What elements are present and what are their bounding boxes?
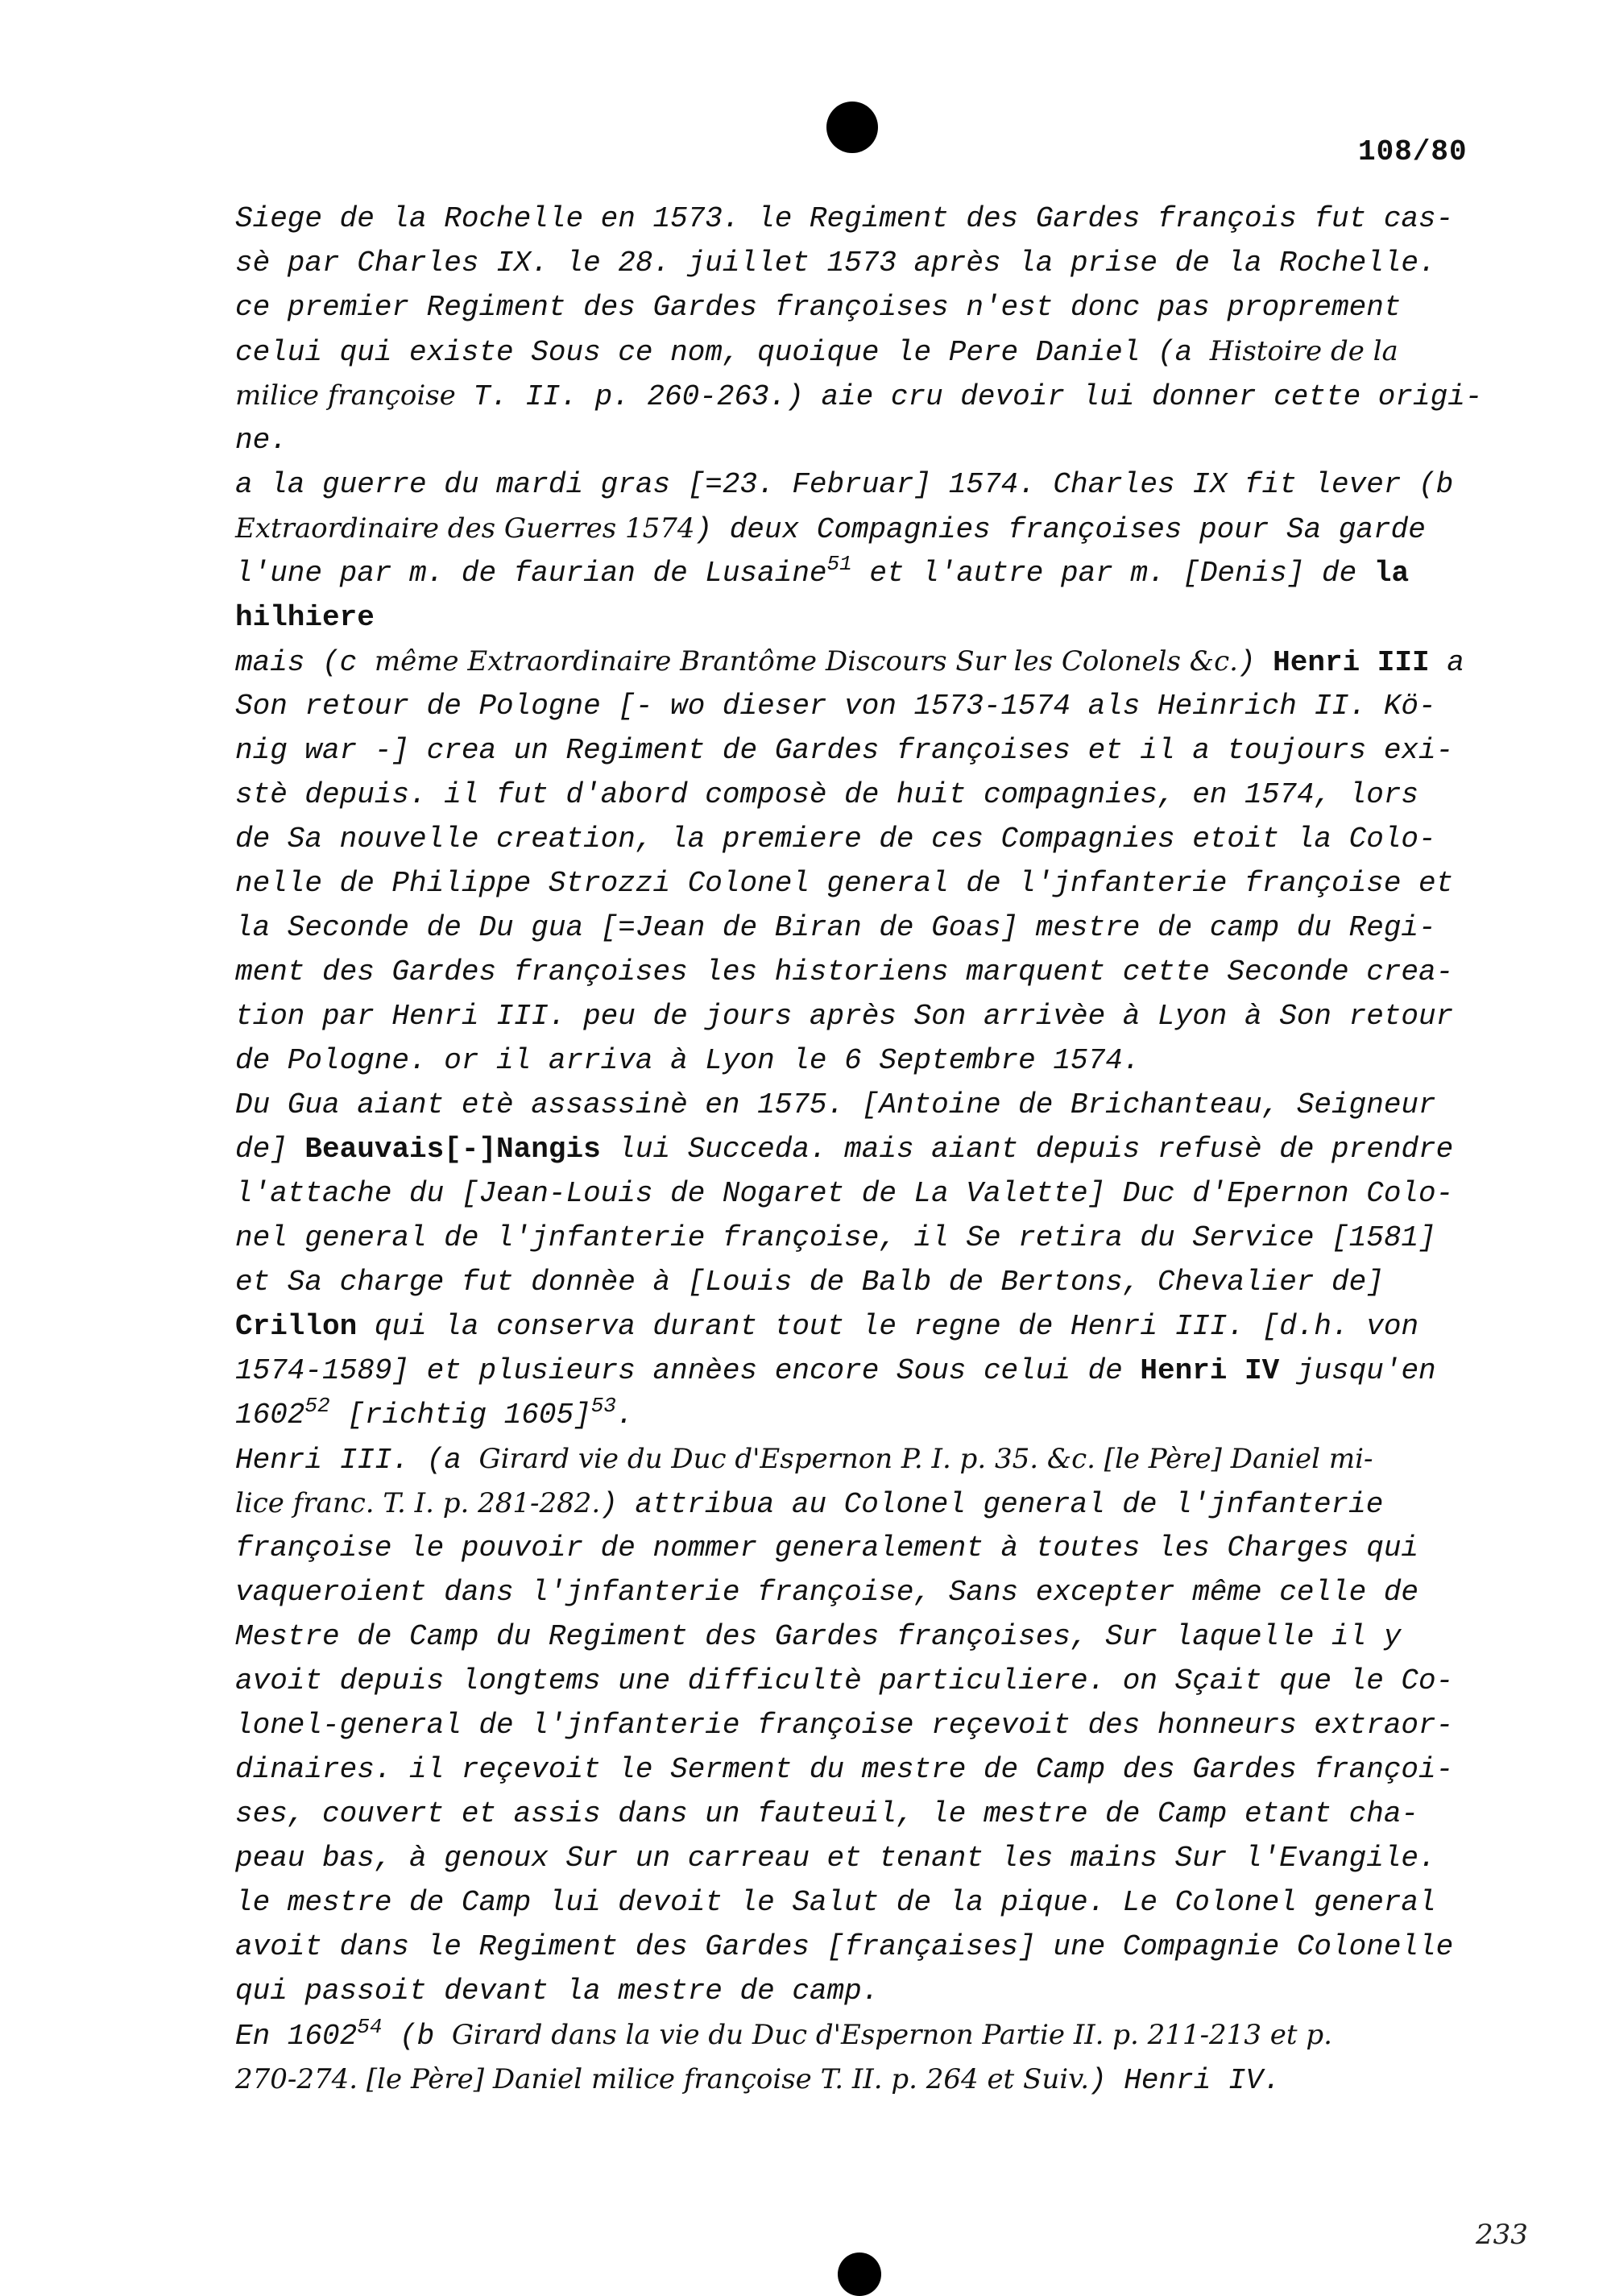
text-line bbox=[235, 595, 1476, 640]
text-run: nel general de l'jnfanterie françoise, il Se retira du Service [1581] bbox=[235, 1221, 1436, 1254]
text-run: ment des Gardes françoises les historiens marquent cette Seconde crea- bbox=[235, 955, 1454, 988]
text-run: stè depuis. il fut d'abord composè de huit compagnies, en 1574, lors bbox=[235, 778, 1419, 811]
text-run: lui Succeda. mais aiant depuis refusè de prendre bbox=[600, 1133, 1454, 1166]
text-line bbox=[235, 2013, 1476, 2058]
text-run: mais (c bbox=[235, 646, 375, 679]
text-run: nig war -] crea un Regiment de Gardes françoises et il a toujours exi- bbox=[235, 734, 1454, 767]
text-run: ) bbox=[1237, 646, 1273, 679]
text-line bbox=[235, 329, 1476, 374]
text-line bbox=[235, 1482, 1476, 1526]
text-line bbox=[235, 462, 1476, 507]
bold-name: Henri III bbox=[1273, 646, 1430, 679]
handwritten-citation: Girard dans la vie du Duc d'Espernon Partie II. p. 211-213 et p. bbox=[451, 2019, 1332, 2051]
text-line bbox=[235, 1836, 1476, 1880]
text-run: ) deux Compagnies françoises pour Sa garde bbox=[694, 513, 1426, 546]
text-run: ) attribua au Colonel general de l'jnfanterie bbox=[600, 1488, 1384, 1521]
text-line bbox=[235, 285, 1476, 329]
text-run: qui passoit devant la mestre de camp. bbox=[235, 1975, 880, 2008]
handwritten-citation: 270-274. [le Père] Daniel milice françoise T. II. p. 264 et Suiv. bbox=[235, 2063, 1090, 2095]
transcript-body bbox=[235, 197, 1483, 2102]
text-run: celui qui existe Sous ce nom, quoique le Pere Daniel (a bbox=[235, 336, 1210, 369]
text-run: lonel-general de l'jnfanterie françoise reçevoit des honneurs extraor- bbox=[235, 1709, 1454, 1742]
handwritten-citation: lice franc. T. I. p. 281-282. bbox=[235, 1487, 601, 1519]
text-run: de Pologne. or il arriva à Lyon le 6 Septembre 1574. bbox=[235, 1044, 1141, 1077]
text-line bbox=[235, 1925, 1476, 1969]
bold-name: hilhiere bbox=[235, 601, 375, 634]
text-line bbox=[235, 1393, 1476, 1437]
text-line bbox=[235, 950, 1476, 994]
footnote-ref: 51 bbox=[826, 552, 852, 576]
handwritten-citation: même Extraordinaire Brantôme Discours Sur les Colonels &c. bbox=[374, 645, 1238, 678]
text-line bbox=[235, 197, 1476, 241]
text-run: ne. bbox=[235, 424, 288, 457]
bold-name: Beauvais[-]Nangis bbox=[304, 1133, 601, 1166]
text-run: Henri III. (a bbox=[235, 1444, 479, 1477]
text-run: la Seconde de Du gua [=Jean de Biran de Goas] mestre de camp du Regi- bbox=[235, 911, 1436, 944]
text-line bbox=[235, 1747, 1476, 1792]
text-line bbox=[235, 507, 1476, 551]
text-line bbox=[235, 728, 1476, 773]
text-run: et Sa charge fut donnèe à [Louis de Balb de Bertons, Chevalier de] bbox=[235, 1266, 1384, 1299]
footnote-ref: 53 bbox=[590, 1394, 616, 1418]
text-run: nelle de Philippe Strozzi Colonel general de l'jnfanterie françoise et bbox=[235, 867, 1454, 900]
text-run: ses, couvert et assis dans un fauteuil, le mestre de Camp etant cha- bbox=[235, 1797, 1419, 1830]
text-line bbox=[235, 640, 1476, 684]
text-run: tion par Henri III. peu de jours après Son arrivèe à Lyon à Son retour bbox=[235, 1000, 1454, 1033]
corner-handwritten-number: 233 bbox=[1476, 2219, 1528, 2251]
punch-hole-bottom bbox=[838, 2252, 881, 2296]
text-run: jusqu'en bbox=[1279, 1354, 1436, 1387]
text-run: ce premier Regiment des Gardes françoises n'est donc pas proprement bbox=[235, 291, 1402, 324]
punch-hole-top bbox=[826, 102, 878, 153]
bold-text: la bbox=[1373, 557, 1410, 590]
text-run: de] bbox=[235, 1133, 305, 1166]
text-run: Mestre de Camp du Regiment des Gardes françoises, Sur laquelle il y bbox=[235, 1620, 1402, 1653]
text-line bbox=[235, 1127, 1476, 1171]
text-run: peau bas, à genoux Sur un carreau et tenant les mains Sur l'Evangile. bbox=[235, 1842, 1436, 1875]
text-run: a bbox=[1429, 646, 1464, 679]
text-line bbox=[235, 1171, 1476, 1216]
text-line bbox=[235, 2058, 1476, 2102]
handwritten-citation: Girard vie du Duc d'Espernon P. I. p. 35. &c. [le Père] Daniel mi- bbox=[478, 1443, 1373, 1475]
text-line bbox=[235, 861, 1476, 906]
text-run: l'attache du [Jean-Louis de Nogaret de La Valette] Duc d'Epernon Colo- bbox=[235, 1177, 1454, 1210]
text-line bbox=[235, 1659, 1476, 1703]
text-run: qui la conserva durant tout le regne de Henri III. [d.h. von bbox=[357, 1310, 1419, 1343]
text-line bbox=[235, 773, 1476, 817]
text-run: T. II. p. 260-263.) aie cru devoir lui donner cette origi- bbox=[455, 380, 1483, 413]
footnote-ref: 52 bbox=[304, 1394, 330, 1418]
text-line bbox=[235, 1038, 1476, 1083]
text-line bbox=[235, 418, 1476, 462]
text-line bbox=[235, 684, 1476, 728]
text-run: a la guerre du mardi gras [=23. Februar] 1574. Charles IX fit lever (b bbox=[235, 468, 1454, 501]
text-line bbox=[235, 1792, 1476, 1836]
text-line bbox=[235, 241, 1476, 285]
text-run: 1602 bbox=[235, 1399, 305, 1432]
text-line bbox=[235, 1083, 1476, 1127]
text-run: sè par Charles IX. le 28. juillet 1573 après la prise de la Rochelle. bbox=[235, 247, 1436, 280]
text-run: avoit depuis longtems une difficultè particuliere. on Sçait que le Co- bbox=[235, 1664, 1454, 1697]
text-run: Siege de la Rochelle en 1573. le Regiment des Gardes françois fut cas- bbox=[235, 202, 1454, 235]
text-line bbox=[235, 551, 1476, 595]
text-line bbox=[235, 1216, 1476, 1260]
bold-name: Henri IV bbox=[1140, 1354, 1280, 1387]
text-run: françoise le pouvoir de nommer generalement à toutes les Charges qui bbox=[235, 1531, 1419, 1565]
footnote-ref: 54 bbox=[357, 2015, 383, 2039]
text-run: En 1602 bbox=[235, 2020, 358, 2053]
handwritten-citation: Extraordinaire des Guerres 1574 bbox=[235, 512, 695, 545]
text-run: l'une par m. de faurian de Lusaine bbox=[235, 557, 827, 590]
text-line bbox=[235, 817, 1476, 861]
text-run: le mestre de Camp lui devoit le Salut de la pique. Le Colonel general bbox=[235, 1886, 1436, 1919]
text-run: 1574-1589] et plusieurs annèes encore Sous celui de bbox=[235, 1354, 1141, 1387]
page-number: 108/80 bbox=[1358, 135, 1468, 168]
text-run: (b bbox=[382, 2020, 452, 2053]
text-line bbox=[235, 1526, 1476, 1570]
handwritten-citation: milice françoise bbox=[235, 379, 456, 412]
text-run: Du Gua aiant etè assassinè en 1575. [Antoine de Brichanteau, Seigneur bbox=[235, 1088, 1436, 1121]
text-line bbox=[235, 1260, 1476, 1304]
text-run: ) Henri IV. bbox=[1089, 2064, 1281, 2097]
text-run: avoit dans le Regiment des Gardes [françaises] une Compagnie Colonelle bbox=[235, 1930, 1454, 1963]
text-line bbox=[235, 906, 1476, 950]
bold-name: Crillon bbox=[235, 1310, 358, 1343]
text-line bbox=[235, 1880, 1476, 1925]
text-line bbox=[235, 1570, 1476, 1614]
text-run: dinaires. il reçevoit le Serment du mestre de Camp des Gardes françoi- bbox=[235, 1753, 1454, 1786]
text-line bbox=[235, 1703, 1476, 1747]
text-line bbox=[235, 1349, 1476, 1393]
text-line bbox=[235, 374, 1483, 418]
text-run: [richtig 1605] bbox=[329, 1399, 591, 1432]
text-line bbox=[235, 1614, 1476, 1659]
text-run: vaqueroient dans l'jnfanterie françoise, Sans excepter même celle de bbox=[235, 1576, 1419, 1609]
text-line bbox=[235, 1304, 1476, 1349]
text-line bbox=[235, 1437, 1476, 1482]
text-line bbox=[235, 994, 1476, 1038]
text-run: . bbox=[615, 1399, 634, 1432]
text-run: de Sa nouvelle creation, la premiere de ces Compagnies etoit la Colo- bbox=[235, 823, 1436, 856]
text-run: Son retour de Pologne [- wo dieser von 1573-1574 als Heinrich II. Kö- bbox=[235, 690, 1436, 723]
text-line bbox=[235, 1969, 1476, 2013]
handwritten-citation: Histoire de la bbox=[1209, 335, 1398, 367]
text-run: et l'autre par m. [Denis] de bbox=[851, 557, 1374, 590]
